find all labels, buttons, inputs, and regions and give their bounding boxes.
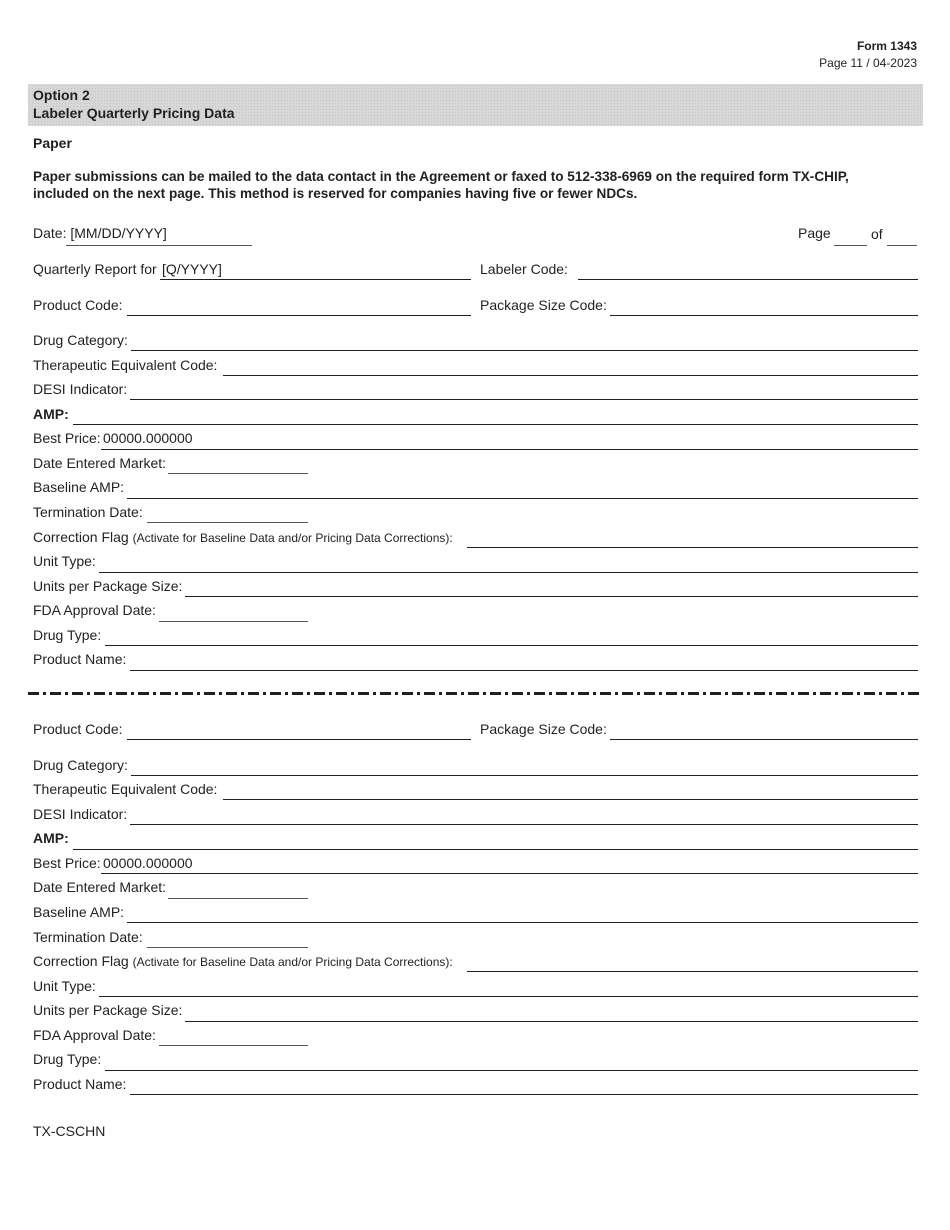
correction-flag-note: (Activate for Baseline Data and/or Pricing Data Corrections): <box>132 531 453 545</box>
package-size-code-field-2[interactable] <box>610 739 918 740</box>
best-price-field-2[interactable] <box>101 873 918 874</box>
quarterly-field[interactable] <box>160 279 471 280</box>
date-field[interactable] <box>66 245 252 246</box>
units-per-package-label: Units per Package Size: <box>33 578 183 594</box>
product-name-label: Product Name: <box>33 651 127 667</box>
best-price-field[interactable] <box>101 449 918 450</box>
baseline-amp-field[interactable] <box>127 498 918 499</box>
therapeutic-code-label: Therapeutic Equivalent Code: <box>33 357 218 373</box>
product-name-label-2: Product Name: <box>33 1076 127 1092</box>
termination-date-field-2[interactable] <box>147 947 308 948</box>
amp-label: AMP: <box>33 406 69 422</box>
amp-label-2: AMP: <box>33 830 69 846</box>
cut-line-separator <box>28 692 923 695</box>
product-code-field-2[interactable] <box>127 739 471 740</box>
date-entered-market-label-2: Date Entered Market: <box>33 879 167 895</box>
footer-code: TX-CSCHN <box>33 1123 106 1139</box>
desi-indicator-label-2: DESI Indicator: <box>33 806 128 822</box>
desi-indicator-label: DESI Indicator: <box>33 381 128 397</box>
drug-category-label-2: Drug Category: <box>33 757 128 773</box>
date-entered-market-field[interactable] <box>168 473 308 474</box>
labeler-code-field[interactable] <box>578 279 918 280</box>
date-entered-market-label: Date Entered Market: <box>33 455 167 471</box>
correction-flag-field[interactable] <box>467 547 918 548</box>
page-label: Page <box>798 225 831 241</box>
section-title: Labeler Quarterly Pricing Data <box>33 105 235 121</box>
labeler-code-label: Labeler Code: <box>480 261 568 277</box>
units-per-package-field-2[interactable] <box>185 1021 918 1022</box>
instructions-line-1: Paper submissions can be mailed to the data contact in the Agreement or faxed to 512-338-6969 on the required form TX-CHIP, <box>33 169 849 184</box>
quarterly-value[interactable]: [Q/YYYY] <box>162 261 222 277</box>
best-price-value[interactable]: 00000.000000 <box>103 430 193 446</box>
form-number: Form 1343 <box>856 39 917 53</box>
page-total-field[interactable] <box>887 245 917 246</box>
package-size-code-label-2: Package Size Code: <box>480 721 607 737</box>
fda-approval-date-label-2: FDA Approval Date: <box>33 1027 156 1043</box>
unit-type-label: Unit Type: <box>33 553 96 569</box>
product-name-field[interactable] <box>130 670 918 671</box>
desi-indicator-field[interactable] <box>130 399 918 400</box>
product-code-label-2: Product Code: <box>33 721 123 737</box>
unit-type-field-2[interactable] <box>99 996 918 997</box>
date-label: Date: [MM/DD/YYYY] <box>33 225 167 241</box>
correction-flag-label <box>33 529 453 545</box>
therapeutic-code-field-2[interactable] <box>223 799 918 800</box>
section-band <box>28 84 923 126</box>
therapeutic-code-label-2: Therapeutic Equivalent Code: <box>33 781 218 797</box>
product-code-label: Product Code: <box>33 297 123 313</box>
best-price-label-2: Best Price: <box>33 855 101 871</box>
drug-category-field-2[interactable] <box>131 775 918 776</box>
fda-approval-date-field-2[interactable] <box>159 1045 308 1046</box>
baseline-amp-field-2[interactable] <box>127 922 918 923</box>
correction-flag-note-2: (Activate for Baseline Data and/or Pricing Data Corrections): <box>132 955 453 969</box>
drug-type-label-2: Drug Type: <box>33 1051 102 1067</box>
page-info: Page 11 / 04-2023 <box>819 56 917 70</box>
drug-category-field[interactable] <box>131 350 918 351</box>
termination-date-label: Termination Date: <box>33 504 143 520</box>
fda-approval-date-field[interactable] <box>159 621 308 622</box>
unit-type-label-2: Unit Type: <box>33 978 96 994</box>
units-per-package-field[interactable] <box>185 596 918 597</box>
correction-flag-text: Correction Flag <box>33 529 129 545</box>
date-entered-market-field-2[interactable] <box>168 898 308 899</box>
option-label: Option 2 <box>33 87 90 103</box>
page-number-field[interactable] <box>834 245 867 246</box>
therapeutic-code-field[interactable] <box>223 375 918 376</box>
termination-date-label-2: Termination Date: <box>33 929 143 945</box>
best-price-label: Best Price: <box>33 430 101 446</box>
product-name-field-2[interactable] <box>130 1094 918 1095</box>
fda-approval-date-label: FDA Approval Date: <box>33 602 156 618</box>
drug-type-field-2[interactable] <box>105 1070 918 1071</box>
baseline-amp-label-2: Baseline AMP: <box>33 904 125 920</box>
quarterly-label: Quarterly Report for <box>33 261 157 277</box>
paper-heading: Paper <box>33 135 72 151</box>
amp-field-2[interactable] <box>73 849 918 850</box>
correction-flag-text-2: Correction Flag <box>33 953 129 969</box>
amp-field[interactable] <box>73 424 918 425</box>
unit-type-field[interactable] <box>99 572 918 573</box>
drug-type-label: Drug Type: <box>33 627 102 643</box>
baseline-amp-label: Baseline AMP: <box>33 479 125 495</box>
termination-date-field[interactable] <box>147 522 308 523</box>
desi-indicator-field-2[interactable] <box>130 824 918 825</box>
package-size-code-label: Package Size Code: <box>480 297 607 313</box>
best-price-value-2[interactable]: 00000.000000 <box>103 855 193 871</box>
of-label: of <box>871 226 883 242</box>
drug-category-label: Drug Category: <box>33 332 128 348</box>
instructions-line-2: included on the next page. This method is reserved for companies having five or fewer NDCs. <box>33 186 638 201</box>
product-code-field[interactable] <box>127 315 471 316</box>
units-per-package-label-2: Units per Package Size: <box>33 1002 183 1018</box>
package-size-code-field[interactable] <box>610 315 918 316</box>
drug-type-field[interactable] <box>105 645 918 646</box>
correction-flag-label-2 <box>33 953 453 969</box>
correction-flag-field-2[interactable] <box>467 971 918 972</box>
